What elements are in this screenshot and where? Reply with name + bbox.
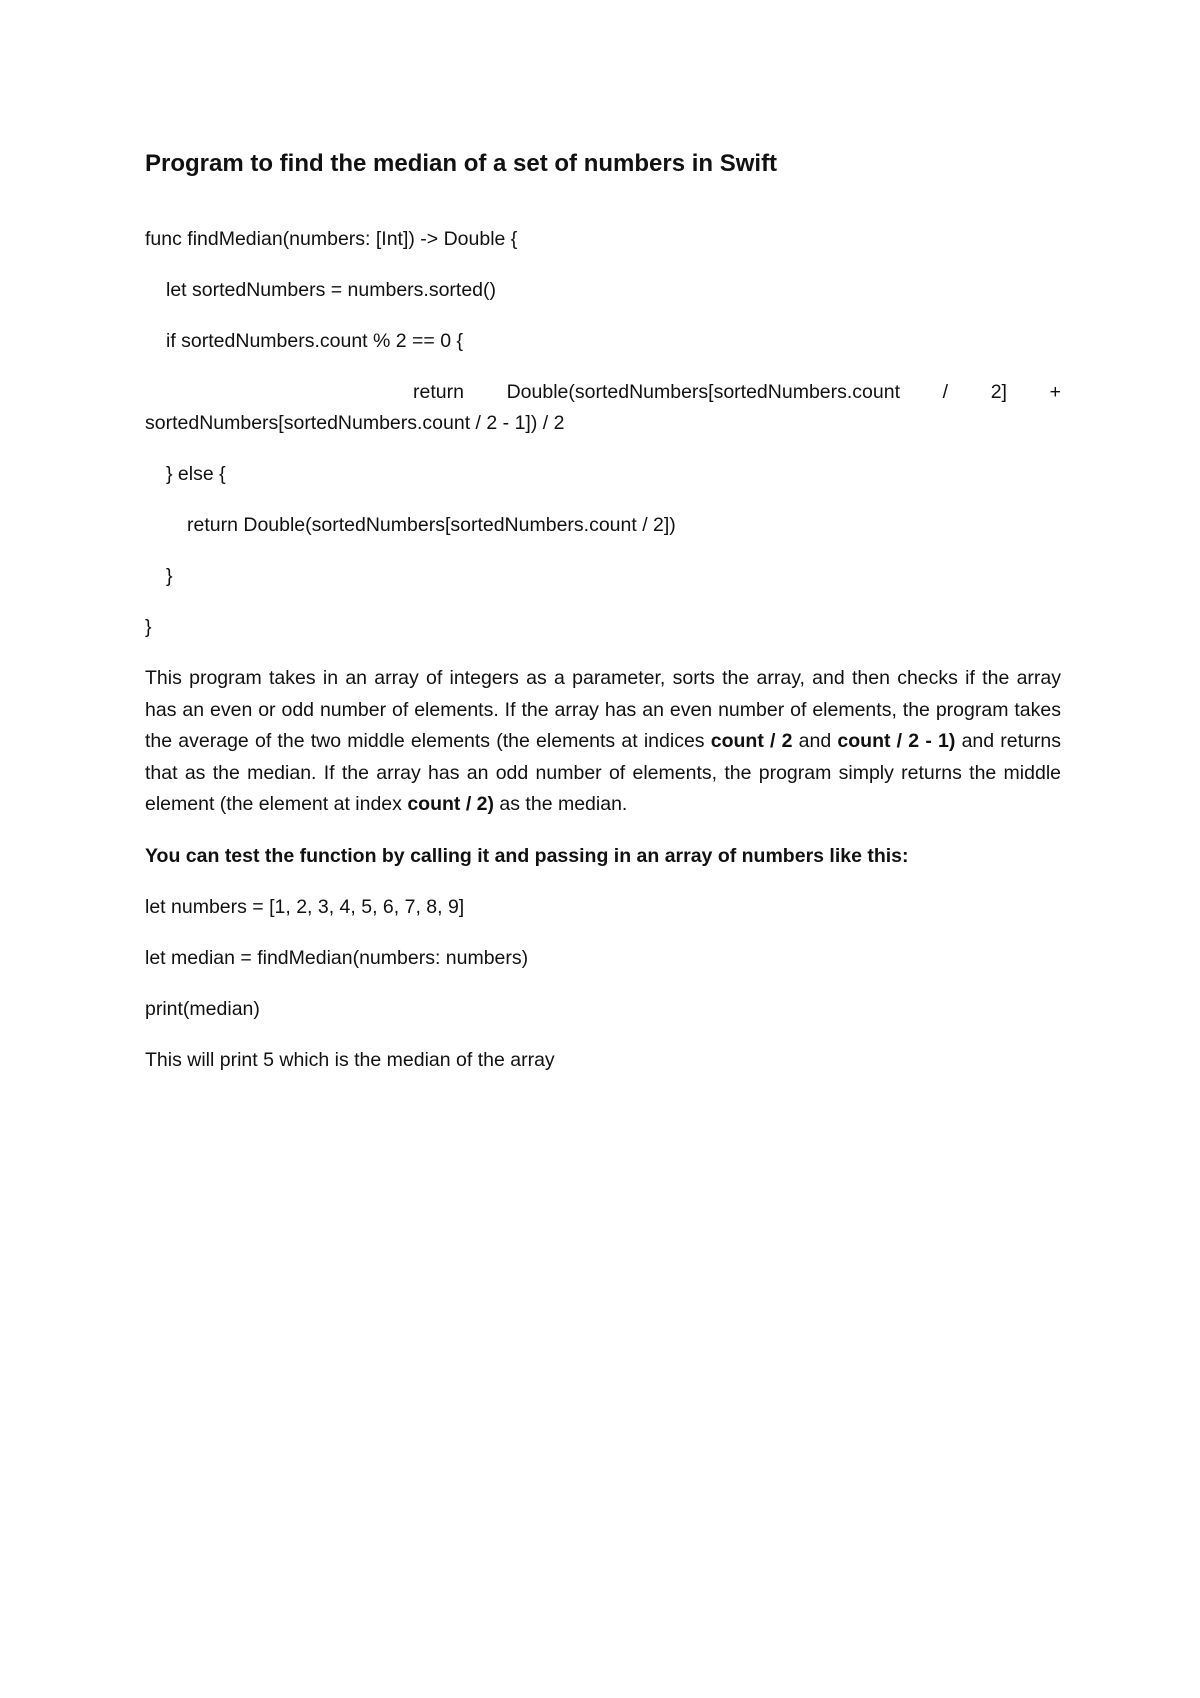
explanation-text: and (792, 730, 838, 752)
explanation-paragraph (145, 663, 1061, 821)
code-line-else: } else { (166, 463, 226, 485)
code-token: + (1049, 381, 1061, 403)
code-token: Double(sortedNumbers[sortedNumbers.count (506, 381, 901, 403)
explanation-text: as the median. (494, 793, 628, 815)
code-line-return-even (145, 377, 1061, 439)
code-line-let-sorted: let sortedNumbers = numbers.sorted() (166, 279, 497, 301)
code-line-func: func findMedian(numbers: [Int]) -> Double { (145, 228, 518, 250)
document-content (145, 148, 1061, 1096)
document-title: Program to find the median of a set of numbers in Swift (145, 150, 778, 177)
code-token: 2] (990, 381, 1007, 403)
example-line-numbers: let numbers = [1, 2, 3, 4, 5, 6, 7, 8, 9] (145, 895, 465, 918)
code-line-return-even-first (145, 377, 1061, 408)
code-token: / (942, 381, 949, 403)
code-line-close-func: } (145, 616, 152, 638)
explanation-bold-index: count / 2 (710, 730, 793, 752)
explanation-text: This program takes in an array of integers as a parameter, sorts the array, and then checks if the array has an even or odd number of elements. If the array has an even number of elements, the program takes the average of the two middle elements (the elements at indices (145, 667, 1061, 752)
closing-sentence: This will print 5 which is the median of the array (145, 1048, 555, 1071)
explanation-text: and returns that as the median. If the array has an odd number of elements, the program simply returns the middle element (the element at index (145, 730, 1061, 815)
test-heading: You can test the function by calling it and passing in an array of numbers like this: (145, 844, 909, 867)
code-line-return-odd: return Double(sortedNumbers[sortedNumbers.count / 2]) (187, 514, 676, 536)
explanation-bold-index: count / 2 - 1) (837, 730, 956, 752)
explanation-bold-index: count / 2) (407, 793, 494, 815)
code-line-if-even: if sortedNumbers.count % 2 == 0 { (166, 330, 463, 352)
example-line-print: print(median) (145, 997, 260, 1020)
code-token: return (413, 381, 464, 403)
example-line-median: let median = findMedian(numbers: numbers) (145, 946, 529, 969)
code-line-close-if: } (166, 565, 173, 587)
code-line-return-even-cont: sortedNumbers[sortedNumbers.count / 2 - 1]) / 2 (145, 412, 565, 434)
